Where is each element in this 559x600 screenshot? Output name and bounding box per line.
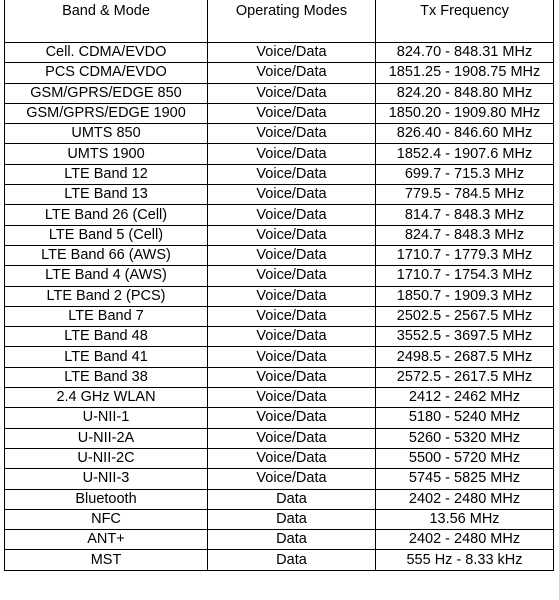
operating-mode-cell: Voice/Data (208, 448, 376, 468)
operating-mode-cell: Voice/Data (208, 225, 376, 245)
tx-frequency-cell: 1851.25 - 1908.75 MHz (376, 63, 554, 83)
band-mode-cell: Bluetooth (5, 489, 208, 509)
tx-frequency-cell: 13.56 MHz (376, 509, 554, 529)
tx-frequency-cell: 2402 - 2480 MHz (376, 530, 554, 550)
tx-frequency-cell: 814.7 - 848.3 MHz (376, 205, 554, 225)
table-row (5, 550, 554, 570)
table-row (5, 408, 554, 428)
tx-frequency-cell: 1850.7 - 1909.3 MHz (376, 286, 554, 306)
table-row (5, 367, 554, 387)
operating-mode-cell: Voice/Data (208, 327, 376, 347)
tx-frequency-cell: 555 Hz - 8.33 kHz (376, 550, 554, 570)
band-mode-cell: LTE Band 66 (AWS) (5, 245, 208, 265)
operating-mode-cell: Voice/Data (208, 428, 376, 448)
table-body (5, 43, 554, 571)
tx-frequency-cell: 5260 - 5320 MHz (376, 428, 554, 448)
table-row (5, 266, 554, 286)
operating-mode-cell: Data (208, 550, 376, 570)
band-mode-cell: UMTS 850 (5, 124, 208, 144)
table-row (5, 327, 554, 347)
table-row (5, 225, 554, 245)
tx-frequency-cell: 5500 - 5720 MHz (376, 448, 554, 468)
operating-mode-cell: Voice/Data (208, 245, 376, 265)
band-mode-cell: LTE Band 2 (PCS) (5, 286, 208, 306)
band-mode-cell: LTE Band 38 (5, 367, 208, 387)
header-band-mode: Band & Mode (5, 0, 208, 43)
table-row (5, 388, 554, 408)
table-row (5, 144, 554, 164)
band-mode-cell: PCS CDMA/EVDO (5, 63, 208, 83)
tx-frequency-cell: 2412 - 2462 MHz (376, 388, 554, 408)
operating-mode-cell: Voice/Data (208, 266, 376, 286)
table-row (5, 347, 554, 367)
band-mode-cell: NFC (5, 509, 208, 529)
tx-frequency-cell: 699.7 - 715.3 MHz (376, 164, 554, 184)
band-mode-cell: LTE Band 7 (5, 306, 208, 326)
operating-mode-cell: Voice/Data (208, 124, 376, 144)
band-mode-cell: LTE Band 48 (5, 327, 208, 347)
table-row (5, 103, 554, 123)
operating-mode-cell: Data (208, 530, 376, 550)
tx-frequency-cell: 1852.4 - 1907.6 MHz (376, 144, 554, 164)
operating-mode-cell: Voice/Data (208, 367, 376, 387)
table-row (5, 448, 554, 468)
tx-frequency-cell: 2402 - 2480 MHz (376, 489, 554, 509)
band-mode-cell: LTE Band 41 (5, 347, 208, 367)
operating-mode-cell: Voice/Data (208, 43, 376, 63)
operating-mode-cell: Voice/Data (208, 408, 376, 428)
band-mode-cell: LTE Band 12 (5, 164, 208, 184)
tx-frequency-cell: 5180 - 5240 MHz (376, 408, 554, 428)
band-mode-cell: ANT+ (5, 530, 208, 550)
operating-mode-cell: Data (208, 509, 376, 529)
operating-mode-cell: Voice/Data (208, 469, 376, 489)
table-row (5, 428, 554, 448)
operating-mode-cell: Voice/Data (208, 205, 376, 225)
band-mode-cell: Cell. CDMA/EVDO (5, 43, 208, 63)
operating-mode-cell: Voice/Data (208, 144, 376, 164)
band-mode-cell: U-NII-2C (5, 448, 208, 468)
band-mode-cell: 2.4 GHz WLAN (5, 388, 208, 408)
table-header (5, 0, 554, 43)
tx-frequency-cell: 2502.5 - 2567.5 MHz (376, 306, 554, 326)
table-row (5, 530, 554, 550)
tx-frequency-cell: 5745 - 5825 MHz (376, 469, 554, 489)
operating-mode-cell: Voice/Data (208, 347, 376, 367)
table-row (5, 286, 554, 306)
header-row (5, 0, 554, 43)
table-row (5, 205, 554, 225)
operating-mode-cell: Voice/Data (208, 185, 376, 205)
tx-frequency-cell: 2498.5 - 2687.5 MHz (376, 347, 554, 367)
table-row (5, 469, 554, 489)
tx-frequency-cell: 824.70 - 848.31 MHz (376, 43, 554, 63)
operating-mode-cell: Voice/Data (208, 63, 376, 83)
table-row (5, 124, 554, 144)
header-operating-modes: Operating Modes (208, 0, 376, 43)
band-mode-cell: U-NII-3 (5, 469, 208, 489)
table-row (5, 509, 554, 529)
operating-mode-cell: Data (208, 489, 376, 509)
band-mode-cell: LTE Band 13 (5, 185, 208, 205)
tx-frequency-cell: 2572.5 - 2617.5 MHz (376, 367, 554, 387)
operating-mode-cell: Voice/Data (208, 164, 376, 184)
band-mode-cell: GSM/GPRS/EDGE 850 (5, 83, 208, 103)
table-row (5, 489, 554, 509)
tx-frequency-cell: 1850.20 - 1909.80 MHz (376, 103, 554, 123)
table-row (5, 63, 554, 83)
table-row (5, 245, 554, 265)
band-mode-cell: U-NII-1 (5, 408, 208, 428)
tx-frequency-cell: 779.5 - 784.5 MHz (376, 185, 554, 205)
table-row (5, 185, 554, 205)
band-mode-cell: LTE Band 26 (Cell) (5, 205, 208, 225)
header-tx-frequency: Tx Frequency (376, 0, 554, 43)
band-mode-cell: GSM/GPRS/EDGE 1900 (5, 103, 208, 123)
frequency-table (4, 0, 554, 571)
operating-mode-cell: Voice/Data (208, 286, 376, 306)
tx-frequency-cell: 826.40 - 846.60 MHz (376, 124, 554, 144)
operating-mode-cell: Voice/Data (208, 306, 376, 326)
tx-frequency-cell: 3552.5 - 3697.5 MHz (376, 327, 554, 347)
tx-frequency-cell: 1710.7 - 1754.3 MHz (376, 266, 554, 286)
band-mode-cell: MST (5, 550, 208, 570)
tx-frequency-cell: 824.7 - 848.3 MHz (376, 225, 554, 245)
tx-frequency-cell: 1710.7 - 1779.3 MHz (376, 245, 554, 265)
band-mode-cell: LTE Band 5 (Cell) (5, 225, 208, 245)
operating-mode-cell: Voice/Data (208, 83, 376, 103)
operating-mode-cell: Voice/Data (208, 103, 376, 123)
tx-frequency-cell: 824.20 - 848.80 MHz (376, 83, 554, 103)
band-mode-cell: LTE Band 4 (AWS) (5, 266, 208, 286)
table-row (5, 164, 554, 184)
table-row (5, 306, 554, 326)
band-mode-cell: UMTS 1900 (5, 144, 208, 164)
table-row (5, 43, 554, 63)
table-row (5, 83, 554, 103)
operating-mode-cell: Voice/Data (208, 388, 376, 408)
band-mode-cell: U-NII-2A (5, 428, 208, 448)
